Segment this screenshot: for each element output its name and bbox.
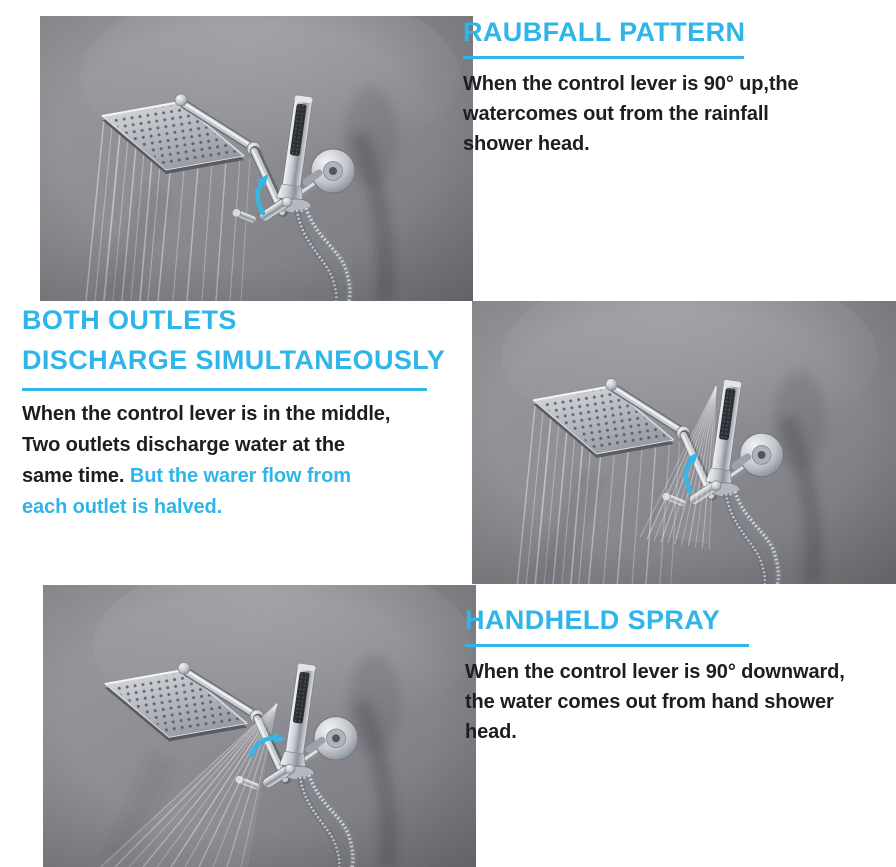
body-line: When the control lever is 90° up,the: [463, 73, 799, 95]
section-handheld-text: [465, 602, 885, 747]
body-line: watercomes out from the rainfall: [463, 103, 769, 125]
section-both-outlets-text: [22, 300, 446, 523]
body-line: same time. But the warer flow from: [22, 465, 351, 487]
both-outlets-photo: [472, 301, 896, 584]
body-line: Two outlets discharge water at the: [22, 434, 345, 456]
heading-underline: [463, 56, 744, 59]
body-line: shower head.: [463, 133, 590, 155]
heading-underline: [22, 388, 427, 391]
rainfall-heading: RAUBFALL PATTERN: [463, 17, 746, 47]
handheld-spray-photo: [43, 585, 476, 867]
body-line: When the control lever is 90° downward,: [465, 661, 845, 683]
section-rainfall-text: [463, 14, 883, 159]
handheld-heading: HANDHELD SPRAY: [465, 605, 721, 635]
rainfall-pattern-photo: [40, 16, 473, 301]
heading-underline: [465, 644, 749, 647]
body-line: each outlet is halved.: [22, 496, 223, 518]
body-line: When the control lever is in the middle,: [22, 403, 391, 425]
both-outlets-heading: BOTH OUTLETS DISCHARGE SIMULTANEOUSLY: [22, 305, 446, 375]
body-line: head.: [465, 721, 517, 743]
body-line: the water comes out from hand shower: [465, 691, 834, 713]
